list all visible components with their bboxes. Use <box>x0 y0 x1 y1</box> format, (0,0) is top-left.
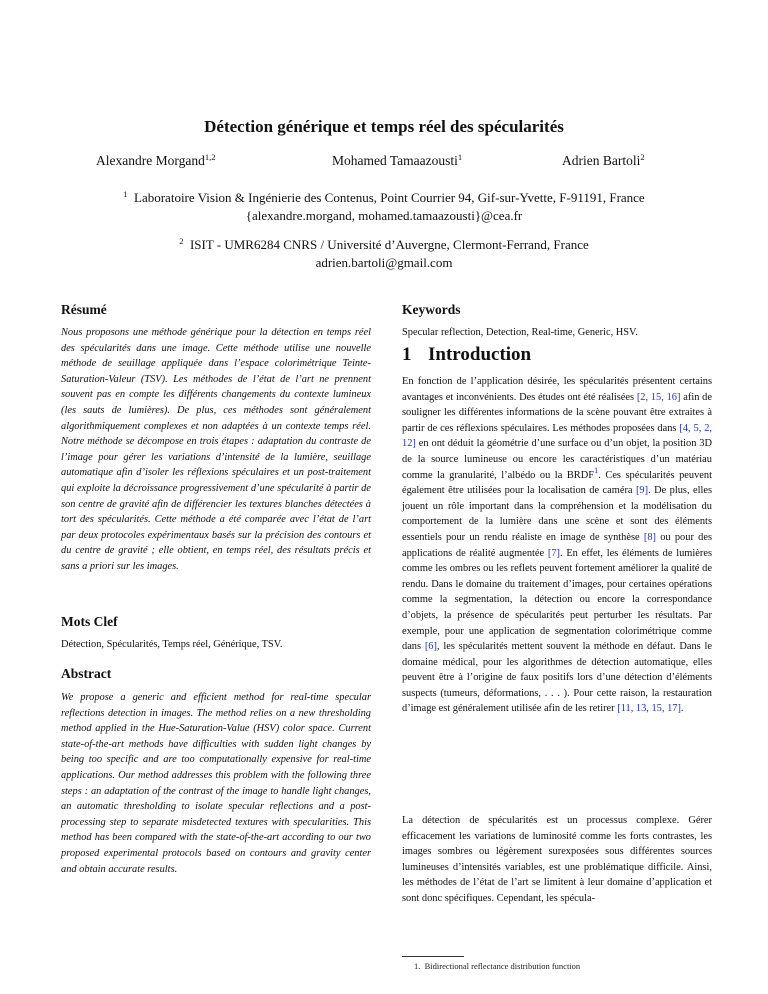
keywords-heading: Keywords <box>402 302 461 317</box>
text-run: En fonction de l’application désirée, les spécularités présentent certains avantages et inconvénients. Des études ont été réalisées <box>402 376 712 403</box>
text-run: afin de souligner les différentes informations de la scène pouvant être extraites à partir de ces réflexions spéculaires. Les méthodes proposées dans <box>402 391 712 434</box>
citation-link[interactable]: [6] <box>424 641 437 653</box>
paper-title: Détection générique et temps réel des spécularités <box>204 117 564 136</box>
affiliation-line: Laboratoire Vision & Ingénierie des Contenus, Point Courrier 94, Gif-sur-Yvette, F-91191, France <box>134 190 645 205</box>
citation-link[interactable]: [8] <box>643 531 656 543</box>
author-superscript: 1 <box>457 152 463 162</box>
mots-clef-text: Détection, Spécularités, Temps réel, Générique, TSV. <box>61 639 283 650</box>
affiliation-line: ISIT - UMR6284 CNRS / Université d’Auvergne, Clermont-Ferrand, France <box>189 237 589 252</box>
author-name: Mohamed Tamaazousti <box>332 153 458 168</box>
abstract-heading: Abstract <box>61 666 112 681</box>
author-name: Alexandre Morgand <box>96 153 205 168</box>
affiliation-superscript: 1 <box>123 189 128 199</box>
section-heading <box>402 344 531 366</box>
footnote-rule <box>402 956 464 957</box>
abstract-text: We propose a generic and efficient method for real-time specular reflections detection in images. The method relies on a new thresholding method applied in the Hue-Saturation-Value (HSV) color space. Current state-of-the-art methods have difficulties with sudden light changes by being too specific and are too computationally expensive for real-time applications. Our method addresses this problem with the following three steps : an adaptation of the contrast of the image to handle light changes, an automatic thresholding to isolate specular reflections and a post-processing step to separate misdetected textures with specularities. This method has been compared with the state-of-the-art according to our two proposed experimental protocols based on contours and gravity center and obtain accurate results. <box>61 692 371 875</box>
affiliation-2 <box>0 236 768 272</box>
footnote-link[interactable]: 1 <box>594 464 599 475</box>
author-superscript: 1,2 <box>204 152 216 162</box>
section-title: Introduction <box>428 344 532 365</box>
keywords-text: Specular reflection, Detection, Real-time, Generic, HSV. <box>402 327 638 338</box>
citation-link[interactable]: [7] <box>547 547 560 559</box>
footnote-number: 1. <box>414 961 421 971</box>
affiliation-superscript: 2 <box>179 236 184 246</box>
section-number: 1 <box>402 344 412 365</box>
text-run: . En effet, les éléments de lumières comme les ombres ou les reflets peuvent fortement améliorer la qualité de rendu. Dans le domaine du traitement d’images, pour certaines opérations comme la segmentation, la détection ou encore la correspondance d’objets, la présence de spécularités peut perturber les résultats. Par exemple, pour une application de segmentation colorimétrique comme dans <box>402 547 712 653</box>
resume-text: Nous proposons une méthode générique pour la détection en temps réel des spécularités dans une image. Cette méthode utilise une nouvelle méthode de seuillage appliquée dans l’espace colorimétrique Teinte-Saturation-Valeur (TSV). Les méthodes de l’état de l’art ne prennent souvent pas en compte les différents changements du contexte lumineux (les sauts de lumières). De plus, ces méthodes sont généralement algorithmiquement complexes et non adaptées à un contexte temps réel. Notre méthode se décompose en trois étapes : adaptation du contraste de l’image pour gérer les variations d’intensité de la lumière, seuillage automatique afin d’isoler les réflexions spéculaires et un post-traitement qui exploite la décroissance progressivement d’une spécularité à partir de son centre de gravité afin de différencier les textures blanches détectées à tort des spécularités. Cette méthode a été comparée avec l’état de l’art par deux protocoles expérimentaux basés sur la précision des contours et du centre de gravité ; elle obtient, en temps réel, des résultats précis et sans a priori sur les images. <box>61 327 371 572</box>
citation-link[interactable]: [9] <box>635 485 649 497</box>
intro-paragraph-1 <box>402 374 712 717</box>
author-1 <box>96 153 215 169</box>
text-run: en ont déduit la géométrie d’une surface ou d’un objet, la position 3D de la source lumineuse ou encore les caractéristiques d’un matériau comme la granularité, l’albédo ou la BRDF <box>402 438 712 481</box>
resume-heading: Résumé <box>61 302 107 317</box>
text-run: . <box>680 703 684 715</box>
footnote-text: Bidirectional reflectance distribution function <box>424 961 581 971</box>
author-3 <box>562 153 645 169</box>
citation-link[interactable]: [4, 5, 2, 12] <box>402 422 712 450</box>
citation-link[interactable]: [2, 15, 16] <box>636 391 681 403</box>
author-superscript: 2 <box>640 152 645 162</box>
text-run: ou pour des applications de réalité augmentée <box>402 531 712 559</box>
text-run: . De plus, elles jouent un rôle important dans la compréhension et la modélisation du comportement de la lumière dans une scène et sont des éléments essentiels pour un rendu réaliste en image de synthèse <box>402 485 713 543</box>
citation-link[interactable]: [11, 13, 15, 17] <box>617 703 681 715</box>
mots-clef-heading: Mots Clef <box>61 614 118 629</box>
text-run: . Ces spécularités peuvent également être utilisées pour la localisation de caméra <box>402 469 712 497</box>
affiliation-1 <box>0 189 768 225</box>
affiliation-emails: {alexandre.morgand, mohamed.tamaazousti}@cea.fr <box>245 208 523 223</box>
text-run: , les spécularités mettent souvent la méthode en défaut. Dans le domaine médical, pour les algorithmes de détection automatique, elles peuvent être à l’origine de faux positifs lors d’une détection d’éléments suspects (tumeurs, déformations, . . . ). Pour cette raison, la restauration d’image est généralement utilisée afin de les retirer <box>402 641 712 715</box>
intro-paragraph-2: La détection de spécularités est un processus complexe. Gérer efficacement les variations de luminosité comme les forts contrastes, les images sombres ou légèrement surexposées sous différentes sources lumineuses d’intensités variables, est une problématique difficile. Ainsi, les méthodes de l’état de l’art se limitent à leur domaine d’application et sont donc spécifiques. Cependant, les spécula- <box>402 815 712 904</box>
affiliation-emails: adrien.bartoli@gmail.com <box>315 255 453 270</box>
author-name: Adrien Bartoli <box>562 153 641 168</box>
footnote <box>414 961 580 971</box>
author-2 <box>332 153 462 169</box>
